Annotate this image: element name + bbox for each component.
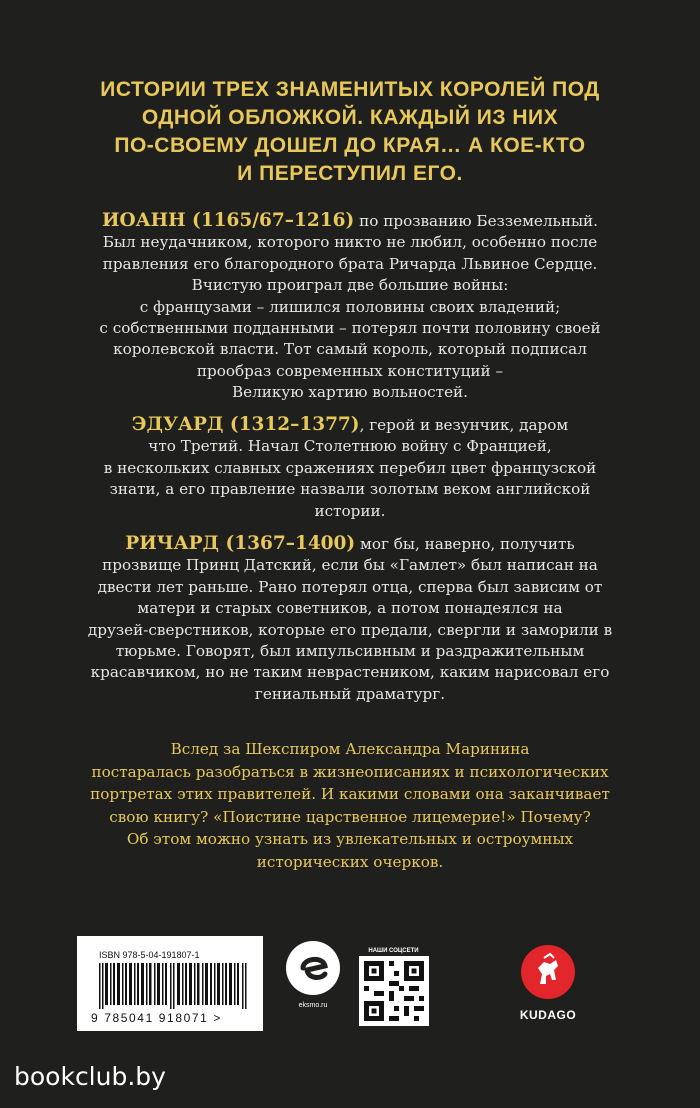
paragraph-line: прообраз современных конституций –	[196, 361, 504, 380]
paragraph-line: Был неудачником, которого никто не любил, особенно после	[102, 233, 598, 252]
eksmo-site: eksmo.ru	[298, 1002, 328, 1009]
paragraph-line: Великую хартию вольностей.	[231, 383, 469, 402]
paragraph-line: друзей-сверстников, которые его предали, свергли и заморили в	[87, 620, 613, 639]
kudago-text: KUDAGO	[519, 1008, 577, 1022]
king-edward-paragraph	[48, 414, 652, 522]
eksmo-logo	[283, 940, 343, 1009]
isbn-number: ISBN 978-5-04-191807-1	[99, 950, 200, 960]
king-name: ЭДУАРД (1312–1377)	[131, 414, 360, 435]
outro-line: портретах этих правителей. И какими словами она заканчивает	[90, 785, 610, 803]
paragraph-line: красавчиком, но не таким неврастеником, каким нарисовал его	[90, 663, 610, 682]
barcode-image	[99, 963, 249, 1009]
paragraph-line: двести лет раньше. Рано потерял отца, сперва был зависим от	[97, 577, 603, 596]
paragraph-line: истории.	[314, 501, 386, 520]
social-qr-block	[356, 948, 431, 1030]
king-first-line: мог бы, наверно, получить	[355, 535, 575, 553]
paragraph-line: правления его благородного брата Ричарда Львиное Сердце.	[102, 254, 598, 273]
intro-headline	[40, 76, 660, 188]
intro-line: ПО-СВОЕМУ ДОШЕЛ ДО КРАЯ… А КОЕ-КТО	[114, 134, 586, 157]
outro-line: Об этом можно узнать из увлекательных и остроумных	[126, 830, 574, 848]
paragraph-line: в нескольких славных сражениях перебил цвет французской	[103, 458, 597, 477]
king-first-line: по прозванию Безземельный.	[354, 212, 598, 230]
paragraph-line: что Третий. Начал Столетнюю войну с Францией,	[148, 437, 552, 456]
isbn-barcode-box	[77, 936, 263, 1031]
paragraph-line: гениальный драматург.	[254, 684, 446, 703]
intro-line: ИСТОРИИ ТРЕХ ЗНАМЕНИТЫХ КОРОЛЕЙ ПОД	[100, 78, 600, 101]
outro-line: свою книгу? «Поистине царственное лицемерие!» Почему?	[109, 807, 591, 826]
paragraph-line: королевской власти. Тот самый король, который подписал	[113, 340, 587, 359]
paragraph-line: матери и старых советников, а потом понадеялся на	[137, 599, 563, 618]
source-watermark: bookclub.by	[14, 1062, 166, 1091]
king-name: ИОАНН (1165/67–1216)	[102, 210, 355, 231]
intro-line: И ПЕРЕСТУПИЛ ЕГО.	[237, 162, 463, 185]
kudago-horse-icon	[520, 944, 576, 1000]
king-name: РИЧАРД (1367–1400)	[125, 533, 356, 554]
outro-line: постаралась разобраться в жизнеописаниях и психологических	[91, 762, 609, 781]
intro-line: ОДНОЙ ОБЛОЖКОЙ. КАЖДЫЙ ИЗ НИХ	[141, 106, 559, 129]
outro-line: исторических очерков.	[256, 852, 444, 871]
eksmo-logo-icon	[285, 940, 341, 996]
king-richard-paragraph	[48, 533, 652, 705]
qr-code-icon[interactable]	[359, 956, 429, 1026]
paragraph-line: с французами – лишился половины своих владений;	[139, 297, 561, 316]
paragraph-line: тюрьме. Говорят, был импульсивным и раздражительным	[115, 642, 585, 661]
barcode-digits: 9 785041 918071 >	[91, 1011, 222, 1025]
paragraph-line: с собственными подданными – потерял почти половину своей	[99, 319, 601, 338]
outro-line: Вслед за Шекспиром Александра Маринина	[170, 740, 530, 758]
kudago-logo	[512, 944, 584, 1022]
paragraph-line: прозвище Принц Датский, если бы «Гамлет» был написан на	[102, 556, 598, 575]
king-first-line: , герой и везунчик, даром	[359, 416, 569, 434]
king-john-paragraph	[48, 210, 652, 404]
paragraph-line: Вчистую проиграл две большие войны:	[191, 276, 509, 295]
paragraph-line: знати, а его правление назвали золотым веком английской	[109, 480, 591, 499]
outro-paragraph	[60, 738, 640, 873]
qr-caption: НАШИ СОЦСЕТИ	[368, 948, 419, 954]
